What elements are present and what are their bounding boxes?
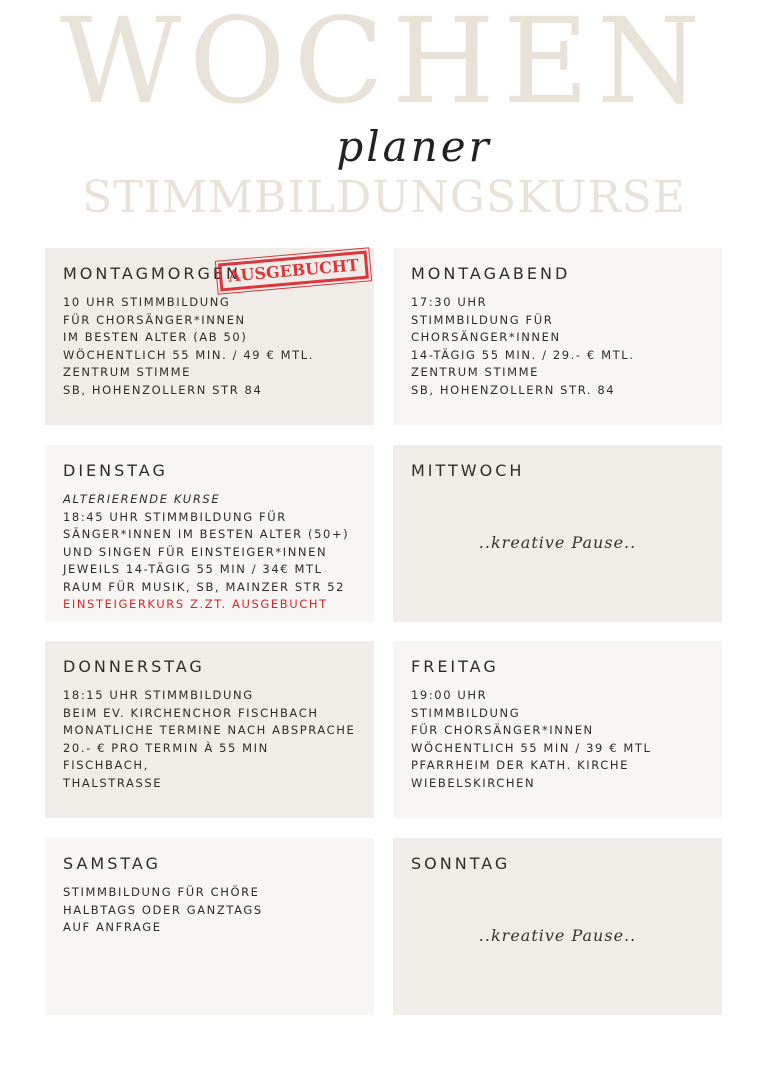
panel-sonntag	[393, 838, 722, 1015]
day-title: FREITAG	[411, 657, 499, 676]
text-line: BEIM EV. KIRCHENCHOR FISCHBACH	[63, 705, 319, 720]
text-line: WIEBELSKIRCHEN	[411, 775, 536, 790]
text-line: ZENTRUM STIMME	[63, 365, 191, 379]
panel-samstag	[45, 838, 374, 1015]
text-line: FÜR CHORSÄNGER*INNEN	[63, 312, 246, 327]
panel-montagmorgen	[45, 248, 374, 425]
subtitle: STIMMBILDUNGSKURSE	[82, 172, 686, 223]
text-line: 20.- € PRO TERMIN À 55 MIN	[63, 740, 269, 755]
panel-donnerstag	[45, 641, 374, 818]
text-line: THALSTRASSE	[63, 775, 163, 790]
panel-freitag	[393, 641, 722, 818]
text-line: STIMMBILDUNG FÜR	[411, 312, 554, 327]
panel-dienstag	[45, 445, 374, 622]
text-line: STIMMBILDUNG FÜR CHÖRE	[63, 885, 260, 899]
text-line: AUF ANFRAGE	[63, 920, 162, 934]
pause-text: ..kreative Pause..	[478, 926, 637, 945]
text-line: IM BESTEN ALTER (AB 50)	[63, 330, 248, 344]
title-wochen: WOCHEN	[59, 0, 709, 130]
text-line: WÖCHENTLICH 55 MIN / 39 € MTL	[411, 740, 652, 755]
text-line: ALTERIERENDE KURSE	[63, 492, 221, 506]
text-line: SB, HOHENZOLLERN STR. 84	[411, 382, 616, 397]
text-line: CHORSÄNGER*INNEN	[411, 330, 561, 344]
text-line: UND SINGEN FÜR EINSTEIGER*INNEN	[63, 544, 328, 559]
text-line: SB, HOHENZOLLERN STR 84	[63, 382, 263, 397]
text-line: ZENTRUM STIMME	[411, 365, 539, 379]
text-line: 10 UHR STIMMBILDUNG	[63, 295, 231, 309]
pause-text: ..kreative Pause..	[478, 533, 637, 552]
text-line: FISCHBACH,	[63, 758, 149, 772]
text-line: SÄNGER*INNEN IM BESTEN ALTER (50+)	[63, 527, 350, 541]
booked-note: EINSTEIGERKURS Z.ZT. AUSGEBUCHT	[63, 597, 328, 611]
script-planer: planer	[336, 122, 492, 171]
text-line: 17:30 UHR	[411, 295, 488, 309]
text-line: 19:00 UHR	[411, 688, 488, 702]
text-line: JEWEILS 14-TÄGIG 55 MIN / 34€ MTL	[63, 562, 323, 576]
text-line: STIMMBILDUNG	[411, 705, 521, 720]
text-line: 18:15 UHR STIMMBILDUNG	[63, 688, 254, 702]
panel-montagabend	[393, 248, 722, 425]
day-title: DIENSTAG	[63, 461, 168, 480]
text-line: RAUM FÜR MUSIK, SB, MAINZER STR 52	[63, 579, 346, 594]
text-line: HALBTAGS ODER GANZTAGS	[63, 902, 263, 917]
day-title: SAMSTAG	[63, 854, 161, 873]
day-title: SONNTAG	[411, 854, 511, 873]
day-title: DONNERSTAG	[63, 657, 205, 676]
panel-mittwoch	[393, 445, 722, 622]
day-title: MITTWOCH	[411, 461, 525, 480]
day-title: MONTAGMORGEN	[63, 264, 241, 283]
text-line: MONATLICHE TERMINE NACH ABSPRACHE	[63, 723, 356, 737]
text-line: PFARRHEIM DER KATH. KIRCHE	[411, 758, 629, 772]
booked-stamp: AUSGEBUCHT	[218, 251, 369, 292]
text-line: FÜR CHORSÄNGER*INNEN	[411, 723, 594, 737]
day-title: MONTAGABEND	[411, 264, 571, 283]
text-line: WÖCHENTLICH 55 MIN. / 49 € MTL.	[63, 347, 315, 362]
text-line: 14-TÄGIG 55 MIN. / 29.- € MTL.	[411, 347, 635, 362]
text-line: 18:45 UHR STIMMBILDUNG FÜR	[63, 509, 287, 524]
